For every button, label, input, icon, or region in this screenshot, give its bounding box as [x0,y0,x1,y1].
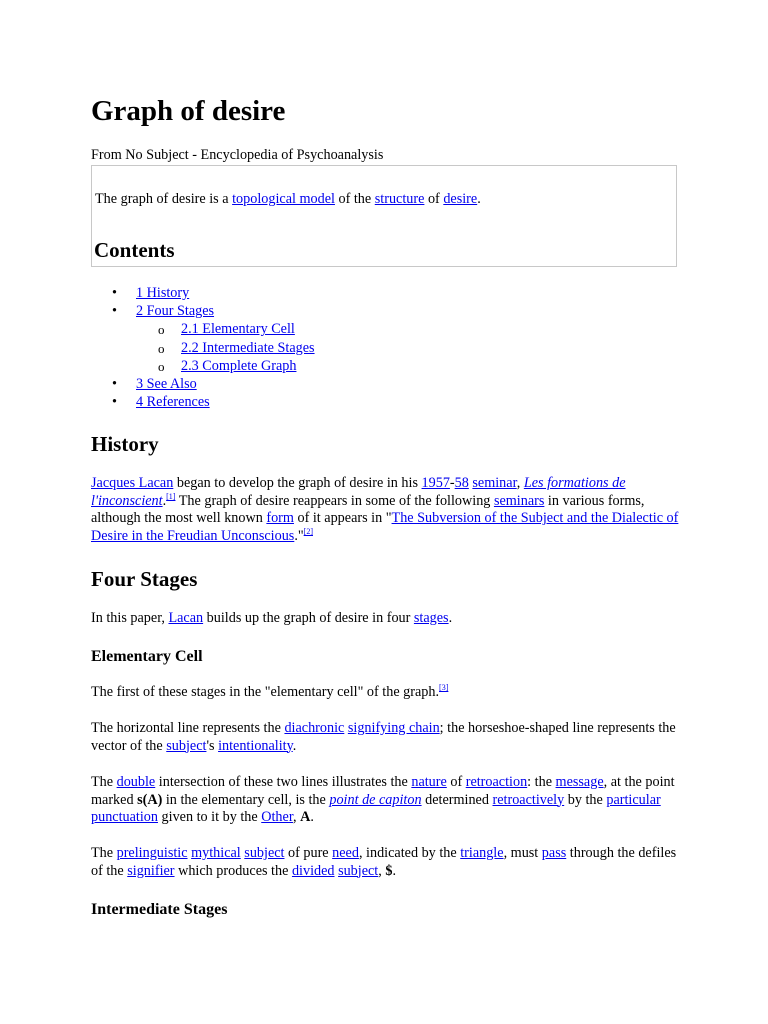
ref-2 [304,527,313,536]
ref-link-1[interactable]: [1] [166,491,176,501]
intro-text-4: . [477,191,481,207]
elementary-paragraph-2 [91,720,681,755]
elementary-p3-text-6: in the elementary cell, is the [162,791,330,808]
page-title: Graph of desire [91,95,286,127]
link-les-formations[interactable]: Les formations de l'inconscient [91,475,626,509]
elementary-paragraph-1 [91,684,681,702]
intro-box [91,165,677,267]
elementary-p4-text-8: . [392,862,396,879]
elementary-p3-text-11: . [310,809,314,826]
link-nature[interactable]: nature [411,774,447,790]
heading-history: History [91,432,159,456]
intro-text-1: The graph of desire is a [95,191,233,207]
elementary-p3-text-8: by the [564,791,607,808]
link-subject-3[interactable]: subject [338,862,379,879]
link-punctuation[interactable]: punctuation [91,809,158,826]
link-divided[interactable]: divided [291,862,335,879]
toc-item-references [91,394,315,412]
elementary-p3-text-3: of [446,774,466,790]
link-other[interactable]: Other [261,809,293,826]
link-retroactively[interactable]: retroactively [492,791,565,808]
link-jacques-lacan[interactable]: Jacques Lacan [91,475,174,491]
link-double[interactable]: double [116,774,156,790]
history-dash: - [449,475,455,491]
four-stages-paragraph [91,610,681,628]
history-text-4: of it appears in " [293,510,392,527]
elementary-p4-text-6: which produces the [174,862,292,879]
ref-3 [439,683,448,692]
link-prelinguistic[interactable]: prelinguistic [116,845,188,861]
toc-item-elementary-cell [91,321,315,339]
elementary-p3-text-1: The [91,774,117,790]
toc-list [91,285,315,412]
link-pass[interactable]: pass [541,845,567,861]
symbol-a: A [300,809,311,826]
elementary-p1-text: The first of these stages in the "elementary cell" of the graph. [91,684,440,700]
elementary-paragraph-3 [91,774,681,827]
link-stages[interactable]: stages [413,610,449,626]
four-stages-text-3: . [448,610,453,626]
toc-item-see-also [91,376,315,394]
link-point-de-capiton[interactable]: point de capiton [329,791,422,808]
link-1957[interactable]: 1957 [421,475,450,491]
elementary-p4-text-2: of pure [284,845,333,861]
ref-link-2[interactable]: [2] [303,526,313,536]
elementary-p2-text-4: . [292,737,297,754]
symbol-barred-s: $ [385,862,393,879]
site-subtitle: From No Subject - Encyclopedia of Psychoanalysis [91,147,384,163]
link-mythical[interactable]: mythical [191,845,241,861]
link-58[interactable]: 58 [454,475,469,491]
history-text-5: ." [294,527,304,544]
elementary-p4-text-7: , [378,862,386,879]
toc-title: Contents [94,238,175,262]
link-message[interactable]: message [555,774,604,790]
heading-elementary-cell: Elementary Cell [91,648,203,665]
elementary-p3-text-5: , at the point marked [91,774,675,808]
elementary-p3-text-7: determined [421,791,493,808]
toc-link-intermediate-stages[interactable]: 2.2 Intermediate Stages [181,339,315,356]
link-topological-model[interactable]: topological model [232,191,335,207]
link-intentionality[interactable]: intentionality [218,737,293,754]
toc-link-elementary-cell[interactable]: 2.1 Elementary Cell [181,321,295,338]
elementary-p4-text-4: , must [503,845,542,861]
elementary-p3-text-9: given to it by the [157,809,262,826]
history-paragraph [91,475,681,545]
elementary-p2-text-3: 's [206,737,219,754]
symbol-s-of-a: s(A) [137,791,163,808]
history-text-3: in various forms, although the most well known [91,492,645,527]
four-stages-text-2: builds up the graph of desire in four [203,610,414,626]
link-need[interactable]: need [332,845,359,861]
elementary-p3-text-4: : the [527,774,556,790]
elementary-p2-text-1: The horizontal line represents the [91,720,285,736]
elementary-p3-text-2: intersection of these two lines illustrates the [155,774,412,790]
link-subject[interactable]: subject [166,737,207,754]
toc-item-complete-graph [91,358,315,376]
intro-text [95,191,481,209]
elementary-p4-text-5: through the defiles of the [91,845,677,879]
history-text-1: began to develop the graph of desire in his [173,475,422,491]
toc-item-four-stages [91,303,315,321]
link-seminars[interactable]: seminars [493,492,545,509]
toc-link-four-stages[interactable]: 2 Four Stages [136,303,215,320]
elementary-p3-text-10: , [292,809,301,826]
toc-link-see-also[interactable]: 3 See Also [136,375,197,392]
link-signifier[interactable]: signifier [127,862,175,879]
toc-link-history[interactable]: 1 History [136,285,190,301]
link-signifying-chain[interactable]: signifying chain [347,720,440,736]
elementary-paragraph-4 [91,845,681,880]
four-stages-text-1: In this paper, [91,610,169,626]
link-seminar[interactable]: seminar [472,475,517,491]
toc-link-references[interactable]: 4 References [136,394,210,411]
link-triangle[interactable]: triangle [460,845,504,861]
heading-four-stages: Four Stages [91,567,198,591]
link-particular[interactable]: particular [606,791,661,808]
intro-text-3: of [424,191,444,207]
ref-link-3[interactable]: [3] [439,683,449,692]
toc-link-complete-graph[interactable]: 2.3 Complete Graph [181,357,297,374]
link-subject-2[interactable]: subject [244,845,285,861]
elementary-p2-text-2: ; the horseshoe-shaped line represents the vector of the [91,720,676,754]
link-form[interactable]: form [266,510,294,527]
link-subversion[interactable]: The Subversion of the Subject and the Dialectic of Desire in the Freudian Unconscious [91,510,679,544]
history-text-2: The graph of desire reappears in some of the following [175,492,494,509]
elementary-p4-text-3: , indicated by the [358,845,461,861]
heading-intermediate-stages: Intermediate Stages [91,901,228,918]
link-retroaction[interactable]: retroaction [465,774,528,790]
intro-text-2: of the [334,191,375,207]
elementary-p4-text-1: The [91,845,117,861]
link-lacan[interactable]: Lacan [168,610,204,626]
link-structure[interactable]: structure [374,191,425,207]
link-desire[interactable]: desire [443,191,478,207]
history-comma: , [516,475,524,491]
link-diachronic[interactable]: diachronic [284,720,345,736]
history-period: . [162,492,167,509]
toc-item-history [91,285,315,303]
toc-item-intermediate-stages [91,340,315,358]
